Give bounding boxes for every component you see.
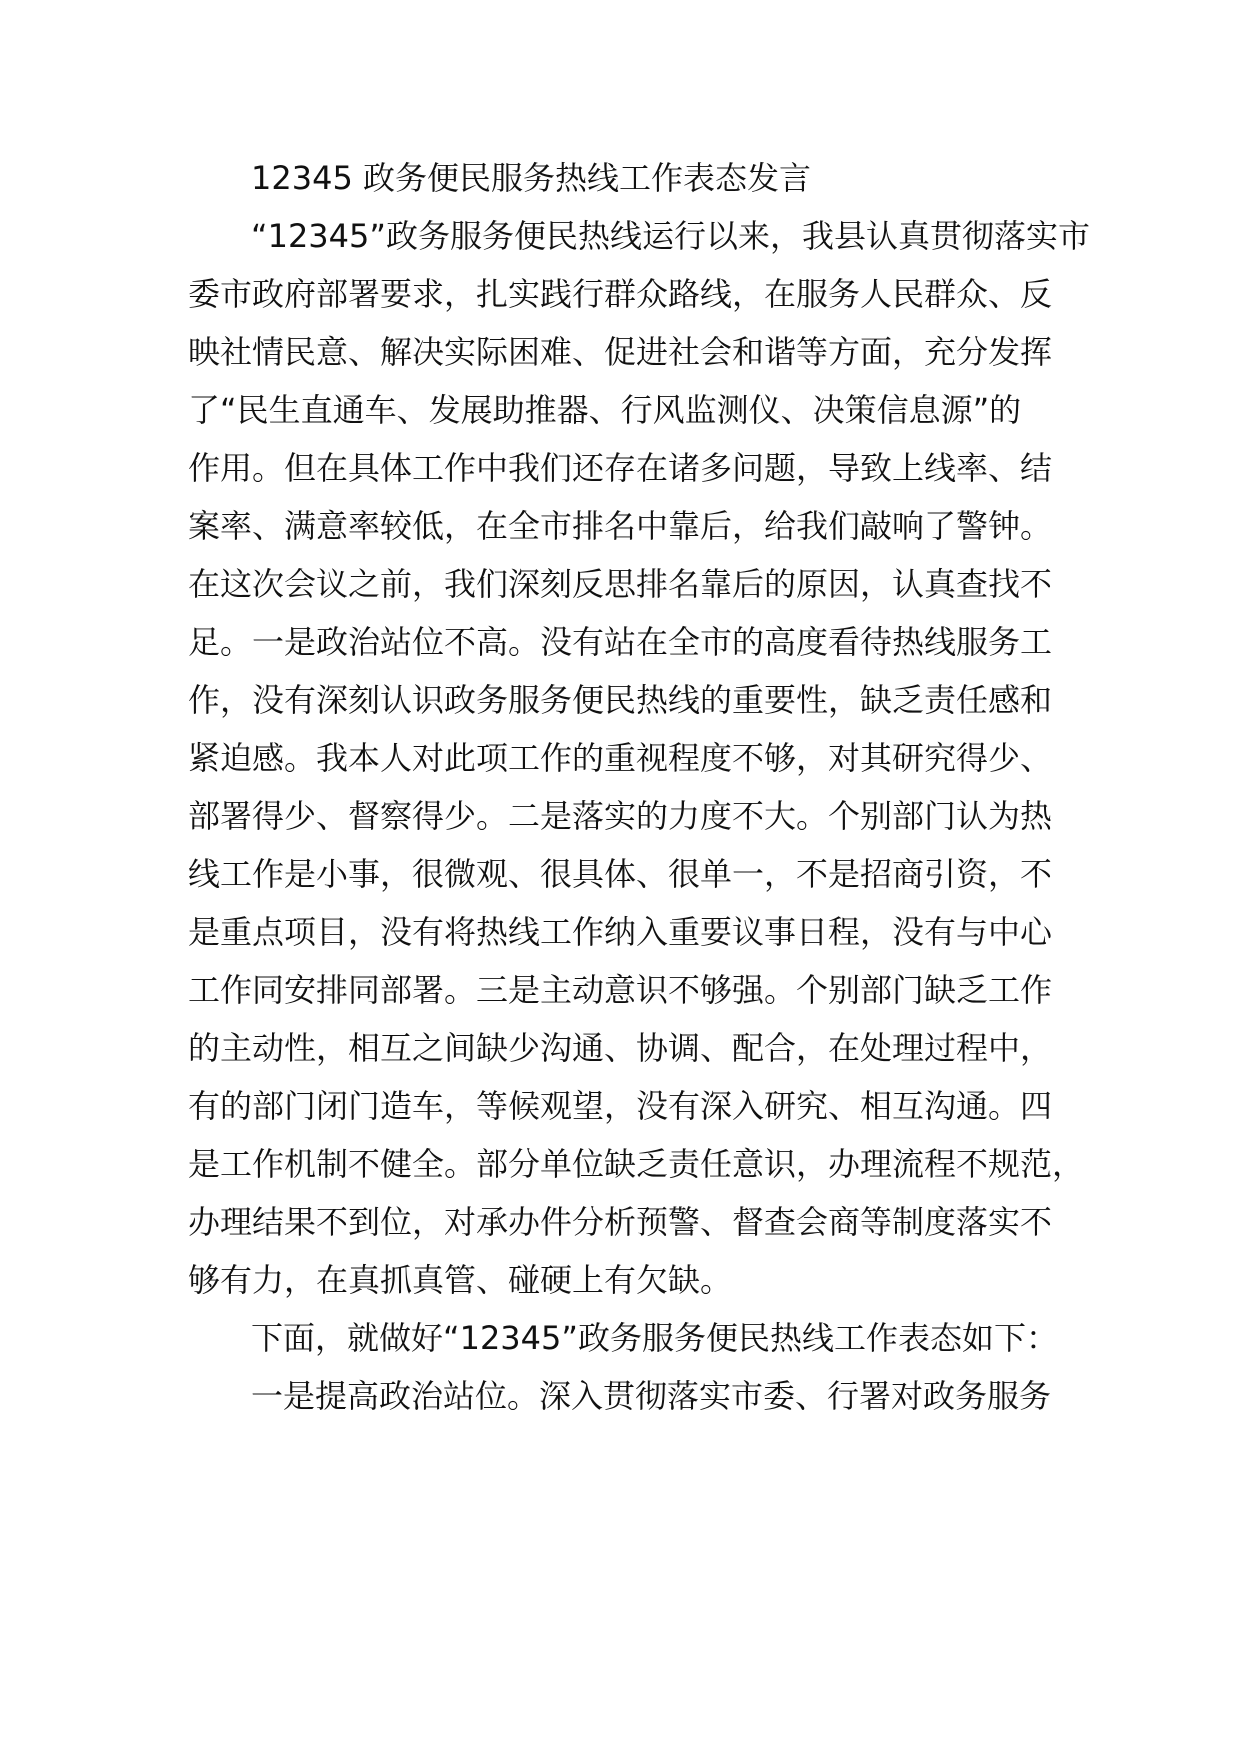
paragraph-line: 有的部门闭门造车，等候观望，没有深入研究、相互沟通。四	[188, 1087, 1053, 1125]
paragraph-line: 工作同安排同部署。三是主动意识不够强。个别部门缺乏工作	[188, 971, 1053, 1009]
paragraph-3: 一是提高政治站位。深入贯彻落实市委、行署对政务服务	[251, 1377, 1052, 1415]
paragraph-line: 案率、满意率较低，在全市排名中靠后，给我们敲响了警钟。	[188, 507, 1053, 545]
paragraph-line: 了“民生直通车、发展助推器、行风监测仪、决策信息源”的	[188, 391, 1022, 429]
paragraph-line: 的主动性，相互之间缺少沟通、协调、配合，在处理过程中，	[188, 1029, 1053, 1067]
paragraph-line: 作用。但在具体工作中我们还存在诸多问题，导致上线率、结	[188, 449, 1053, 487]
paragraph-line: 部署得少、督察得少。二是落实的力度不大。个别部门认为热	[188, 797, 1053, 835]
paragraph-line: 映社情民意、解决实际困难、促进社会和谐等方面，充分发挥	[188, 333, 1053, 371]
paragraph-line: 够有力，在真抓真管、碰硬上有欠缺。	[188, 1261, 733, 1299]
paragraph-line: 委市政府部署要求，扎实践行群众路线，在服务人民群众、反	[188, 275, 1053, 313]
paragraph-line: 线工作是小事，很微观、很具体、很单一，不是招商引资，不	[188, 855, 1053, 893]
paragraph-line: 作，没有深刻认识政务服务便民热线的重要性，缺乏责任感和	[188, 681, 1053, 719]
paragraph-line: 是工作机制不健全。部分单位缺乏责任意识，办理流程不规范，	[188, 1145, 1085, 1183]
paragraph-line: 办理结果不到位，对承办件分析预警、督查会商等制度落实不	[188, 1203, 1053, 1241]
paragraph-2: 下面，就做好“12345”政务服务便民热线工作表态如下：	[251, 1319, 1058, 1357]
paragraph-line: 是重点项目，没有将热线工作纳入重要议事日程，没有与中心	[188, 913, 1053, 951]
paragraph-line: 紧迫感。我本人对此项工作的重视程度不够，对其研究得少、	[188, 739, 1053, 777]
document-title: 12345 政务便民服务热线工作表态发言	[251, 159, 811, 197]
paragraph-line: 足。一是政治站位不高。没有站在全市的高度看待热线服务工	[188, 623, 1053, 661]
paragraph-line: “12345”政务服务便民热线运行以来，我县认真贯彻落实市	[251, 217, 1090, 255]
paragraph-line: 在这次会议之前，我们深刻反思排名靠后的原因，认真查找不	[188, 565, 1053, 603]
